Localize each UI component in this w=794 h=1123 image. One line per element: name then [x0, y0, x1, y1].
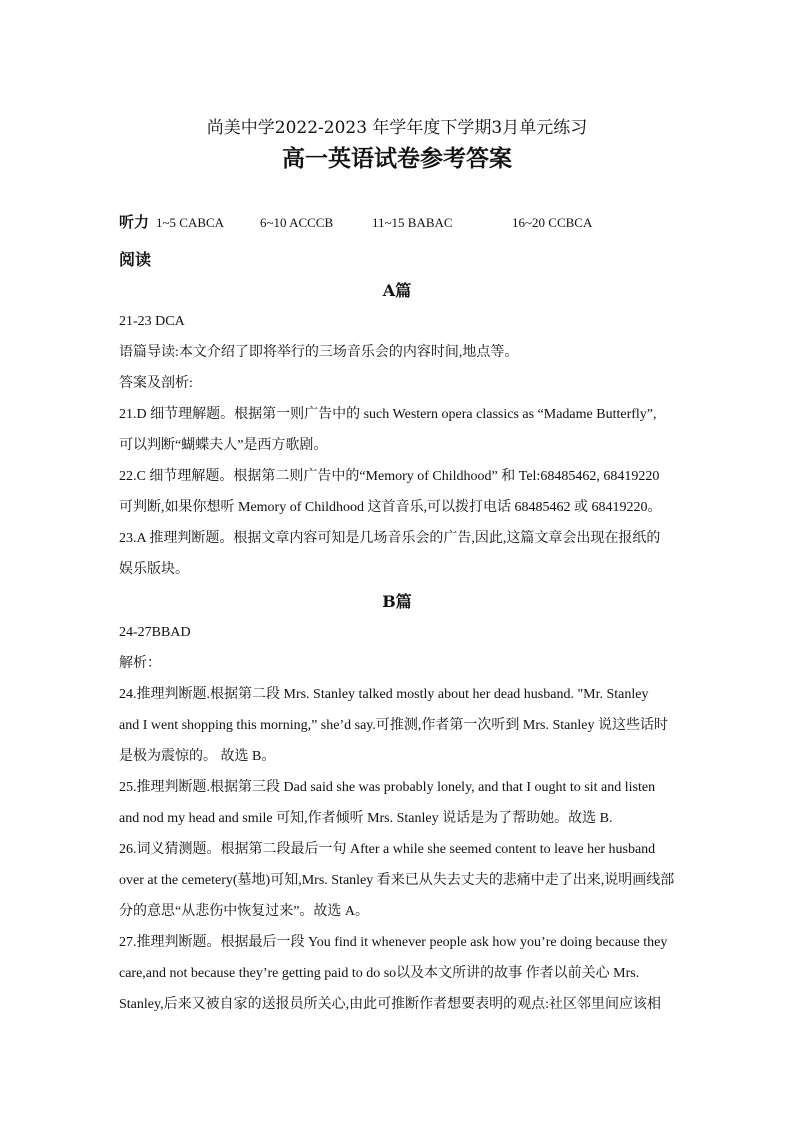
passage-a-line: 22.C 细节理解题。根据第二则广告中的“Memory of Childhood” 和 Tel:68485462, 68419220 [119, 469, 660, 484]
listening-answers-4: 16~20 CCBCA [512, 215, 593, 230]
passage-a-line: 23.A 推理判断题。根据文章内容可知是几场音乐会的广告,因此,这篇文章会出现在报纸的 [119, 531, 661, 546]
passage-a-line: 答案及剖析: [119, 376, 193, 391]
passage-a-line: 可以判断“蝴蝶夫人”是西方歌剧。 [119, 438, 328, 453]
passage-a-heading: A篇 [382, 281, 412, 300]
passage-b-line: and nod my head and smile 可知,作者倾听 Mrs. Stanley 说话是为了帮助她。故选 B. [119, 811, 613, 826]
passage-a-line: 语篇导读:本文介绍了即将举行的三场音乐会的内容时间,地点等。 [119, 345, 519, 360]
passage-b-heading: B篇 [382, 592, 412, 611]
passage-a-line: 21.D 细节理解题。根据第一则广告中的 such Western opera classics as “Madame Butterfly”, [119, 407, 657, 422]
school-exam-title: 尚美中学2022-2023 年学年度下学期3月单元练习 [206, 118, 588, 138]
passage-b-line: over at the cemetery(墓地)可知,Mrs. Stanley 看来已从失去丈夫的悲痛中走了出来,说明画线部 [119, 873, 675, 888]
reading-label: 阅读 [119, 250, 152, 269]
passage-b-line: 27.推理判断题。根据最后一段 You find it whenever people ask how you’re doing because they [119, 935, 668, 950]
passage-a-answers: 21-23 DCA [119, 314, 185, 329]
passage-b-line: and I went shopping this morning,” she’d say.可推测,作者第一次听到 Mrs. Stanley 说这些话时 [119, 718, 668, 733]
passage-b-line: 25.推理判断题.根据第三段 Dad said she was probably lonely, and that I ought to sit and listen [119, 780, 656, 795]
passage-b-line: 24.推理判断题.根据第二段 Mrs. Stanley talked mostly about her dead husband. "Mr. Stanley [119, 687, 649, 702]
listening-answers-3: 11~15 BABAC [372, 215, 453, 230]
passage-b-line: Stanley,后来又被自家的送报员所关心,由此可推断作者想要表明的观点:社区邻里间应该相 [119, 997, 661, 1012]
passage-b-line: 是极为震惊的。 故选 B。 [119, 749, 276, 764]
listening-answers-1: 1~5 CABCA [156, 215, 225, 230]
page-title: 高一英语试卷参考答案 [282, 145, 512, 172]
passage-b-answers: 24-27BBAD [119, 625, 191, 640]
passage-a-line: 可判断,如果你想听 Memory of Childhood 这首音乐,可以拨打电话 68485462 或 68419220。 [119, 500, 662, 515]
listening-label: 听力 [119, 213, 150, 231]
passage-b-line: 分的意思“从悲伤中恢复过来”。故选 A。 [119, 904, 370, 919]
passage-b-line: 解析： [119, 656, 161, 671]
passage-b-line: 26.词义猜测题。根据第二段最后一句 After a while she seemed content to leave her husband [119, 842, 656, 857]
passage-b-line: care,and not because they’re getting paid to do so以及本文所讲的故事 作者以前关心 Mrs. [119, 966, 640, 981]
passage-a-line: 娱乐版块。 [119, 562, 189, 577]
listening-answers-2: 6~10 ACCCB [260, 215, 334, 230]
